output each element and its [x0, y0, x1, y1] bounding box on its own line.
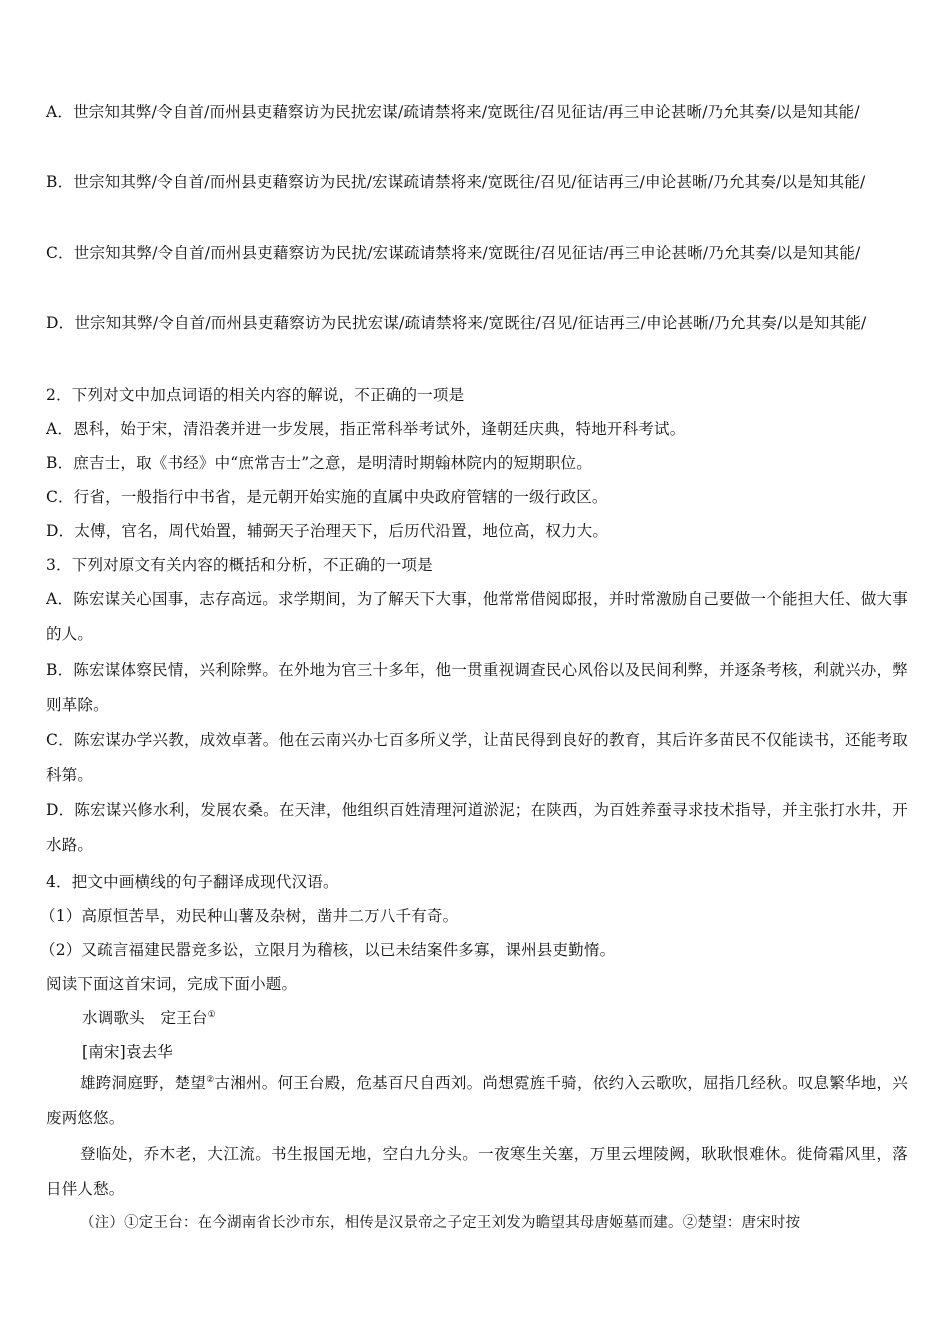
- poem-intro: 阅读下面这首宋词，完成下面小题。: [46, 975, 298, 993]
- poem-stanza-1-note-mark: ②: [206, 1074, 215, 1085]
- q1-option-a: A．世宗知其弊/令自首/而州县吏藉察访为民扰宏谋/疏请禁将来/宽既往/召见征诘/再三申论甚晰/乃允其奏/以是知其能/: [46, 103, 860, 121]
- q2-stem: 2．下列对文中加点词语的相关内容的解说，不正确的一项是: [46, 386, 465, 404]
- poem-stanza-1-part-2: 古湘州。何王台殿，危基百尺自西刘。尚想霓旌千骑，依约入云歌吹，屈指几经秋。叹息繁华地，兴废两悠悠。: [46, 1074, 908, 1127]
- q2-option-c: C．行省，一般指行中书省，是元朝开始实施的直属中央政府管辖的一级行政区。: [46, 488, 608, 506]
- q3-option-a: A．陈宏谋关心国事，志存高远。求学期间，为了解天下大事，他常常借阅邸报，并时常激励自己要做一个能担大任、做大事的人。: [46, 590, 908, 643]
- q1-option-d: D．世宗知其弊/令自首/而州县吏藉察访为民扰宏谋/疏请禁将来/宽既往/召见/征诘再三/申论甚晰/乃允其奏/以是知其能/: [46, 314, 867, 332]
- poem-stanza-1: [46, 1066, 908, 1136]
- poem-stanza-2: 登临处，乔木老，大江流。书生报国无地，空白九分头。一夜寒生关塞，万里云埋陵阙，耿耿恨难休。徙倚霜风里，落日伴人愁。: [46, 1145, 908, 1198]
- q2-option-b: B．庶吉士，取《书经》中“庶常吉士”之意，是明清时期翰林院内的短期职位。: [46, 454, 592, 472]
- q4-sentence-1: （1）高原恒苦旱，劝民种山薯及杂树，凿井二万八千有奇。: [40, 907, 459, 925]
- q2-option-a: A．恩科，始于宋，清沿袭并进一步发展，指正常科举考试外，逢朝廷庆典，特地开科考试。: [46, 420, 686, 438]
- poem-title: [82, 1003, 902, 1033]
- poem-stanza-1-part-1: 雄跨洞庭野，楚望: [80, 1074, 207, 1092]
- q3-option-d: D．陈宏谋兴修水利，发展农桑。在天津，他组织百姓清理河道淤泥；在陕西，为百姓养蚕寻求技术指导，并主张打水井，开水路。: [46, 801, 908, 854]
- q1-option-b: B．世宗知其弊/令自首/而州县吏藉察访为民扰/宏谋疏请禁将来/宽既往/召见/征诘再三/申论甚晰/乃允其奏/以是知其能/: [46, 173, 866, 191]
- q2-option-d: D．太傅，官名，周代始置，辅弼天子治理天下，后历代沿置，地位高，权力大。: [46, 522, 609, 540]
- q3-option-b: B．陈宏谋体察民情，兴利除弊。在外地为官三十多年，他一贯重视调查民心风俗以及民间利弊，并逐条考核，利就兴办，弊则革除。: [46, 661, 908, 714]
- q4-sentence-2: （2）又疏言福建民嚣竞多讼，立限月为稽核，以已未结案件多寡，课州县吏勤惰。: [40, 941, 616, 959]
- poem-title-note-mark: ①: [207, 1009, 216, 1020]
- q1-option-c: C．世宗知其弊/令自首/而州县吏藉察访为民扰/宏谋疏请禁将来/宽既往/召见征诘/再三申论甚晰/乃允其奏/以是知其能/: [46, 244, 861, 262]
- q3-option-c: C．陈宏谋办学兴教，成效卓著。他在云南兴办七百多所义学，让苗民得到良好的教育，其后许多苗民不仅能读书，还能考取科第。: [46, 731, 908, 784]
- q4-stem: 4．把文中画横线的句子翻译成现代汉语。: [46, 873, 339, 891]
- poem-title-text: 水调歌头 定王台: [82, 1009, 208, 1027]
- poem-note: （注）①定王台：在今湖南省长沙市东，相传是汉景帝之子定王刘发为瞻望其母唐姬墓而建。②楚望：唐宋时按: [80, 1215, 801, 1231]
- q3-stem: 3．下列对原文有关内容的概括和分析，不正确的一项是: [46, 556, 433, 574]
- poem-author: [南宋]袁去华: [82, 1043, 173, 1061]
